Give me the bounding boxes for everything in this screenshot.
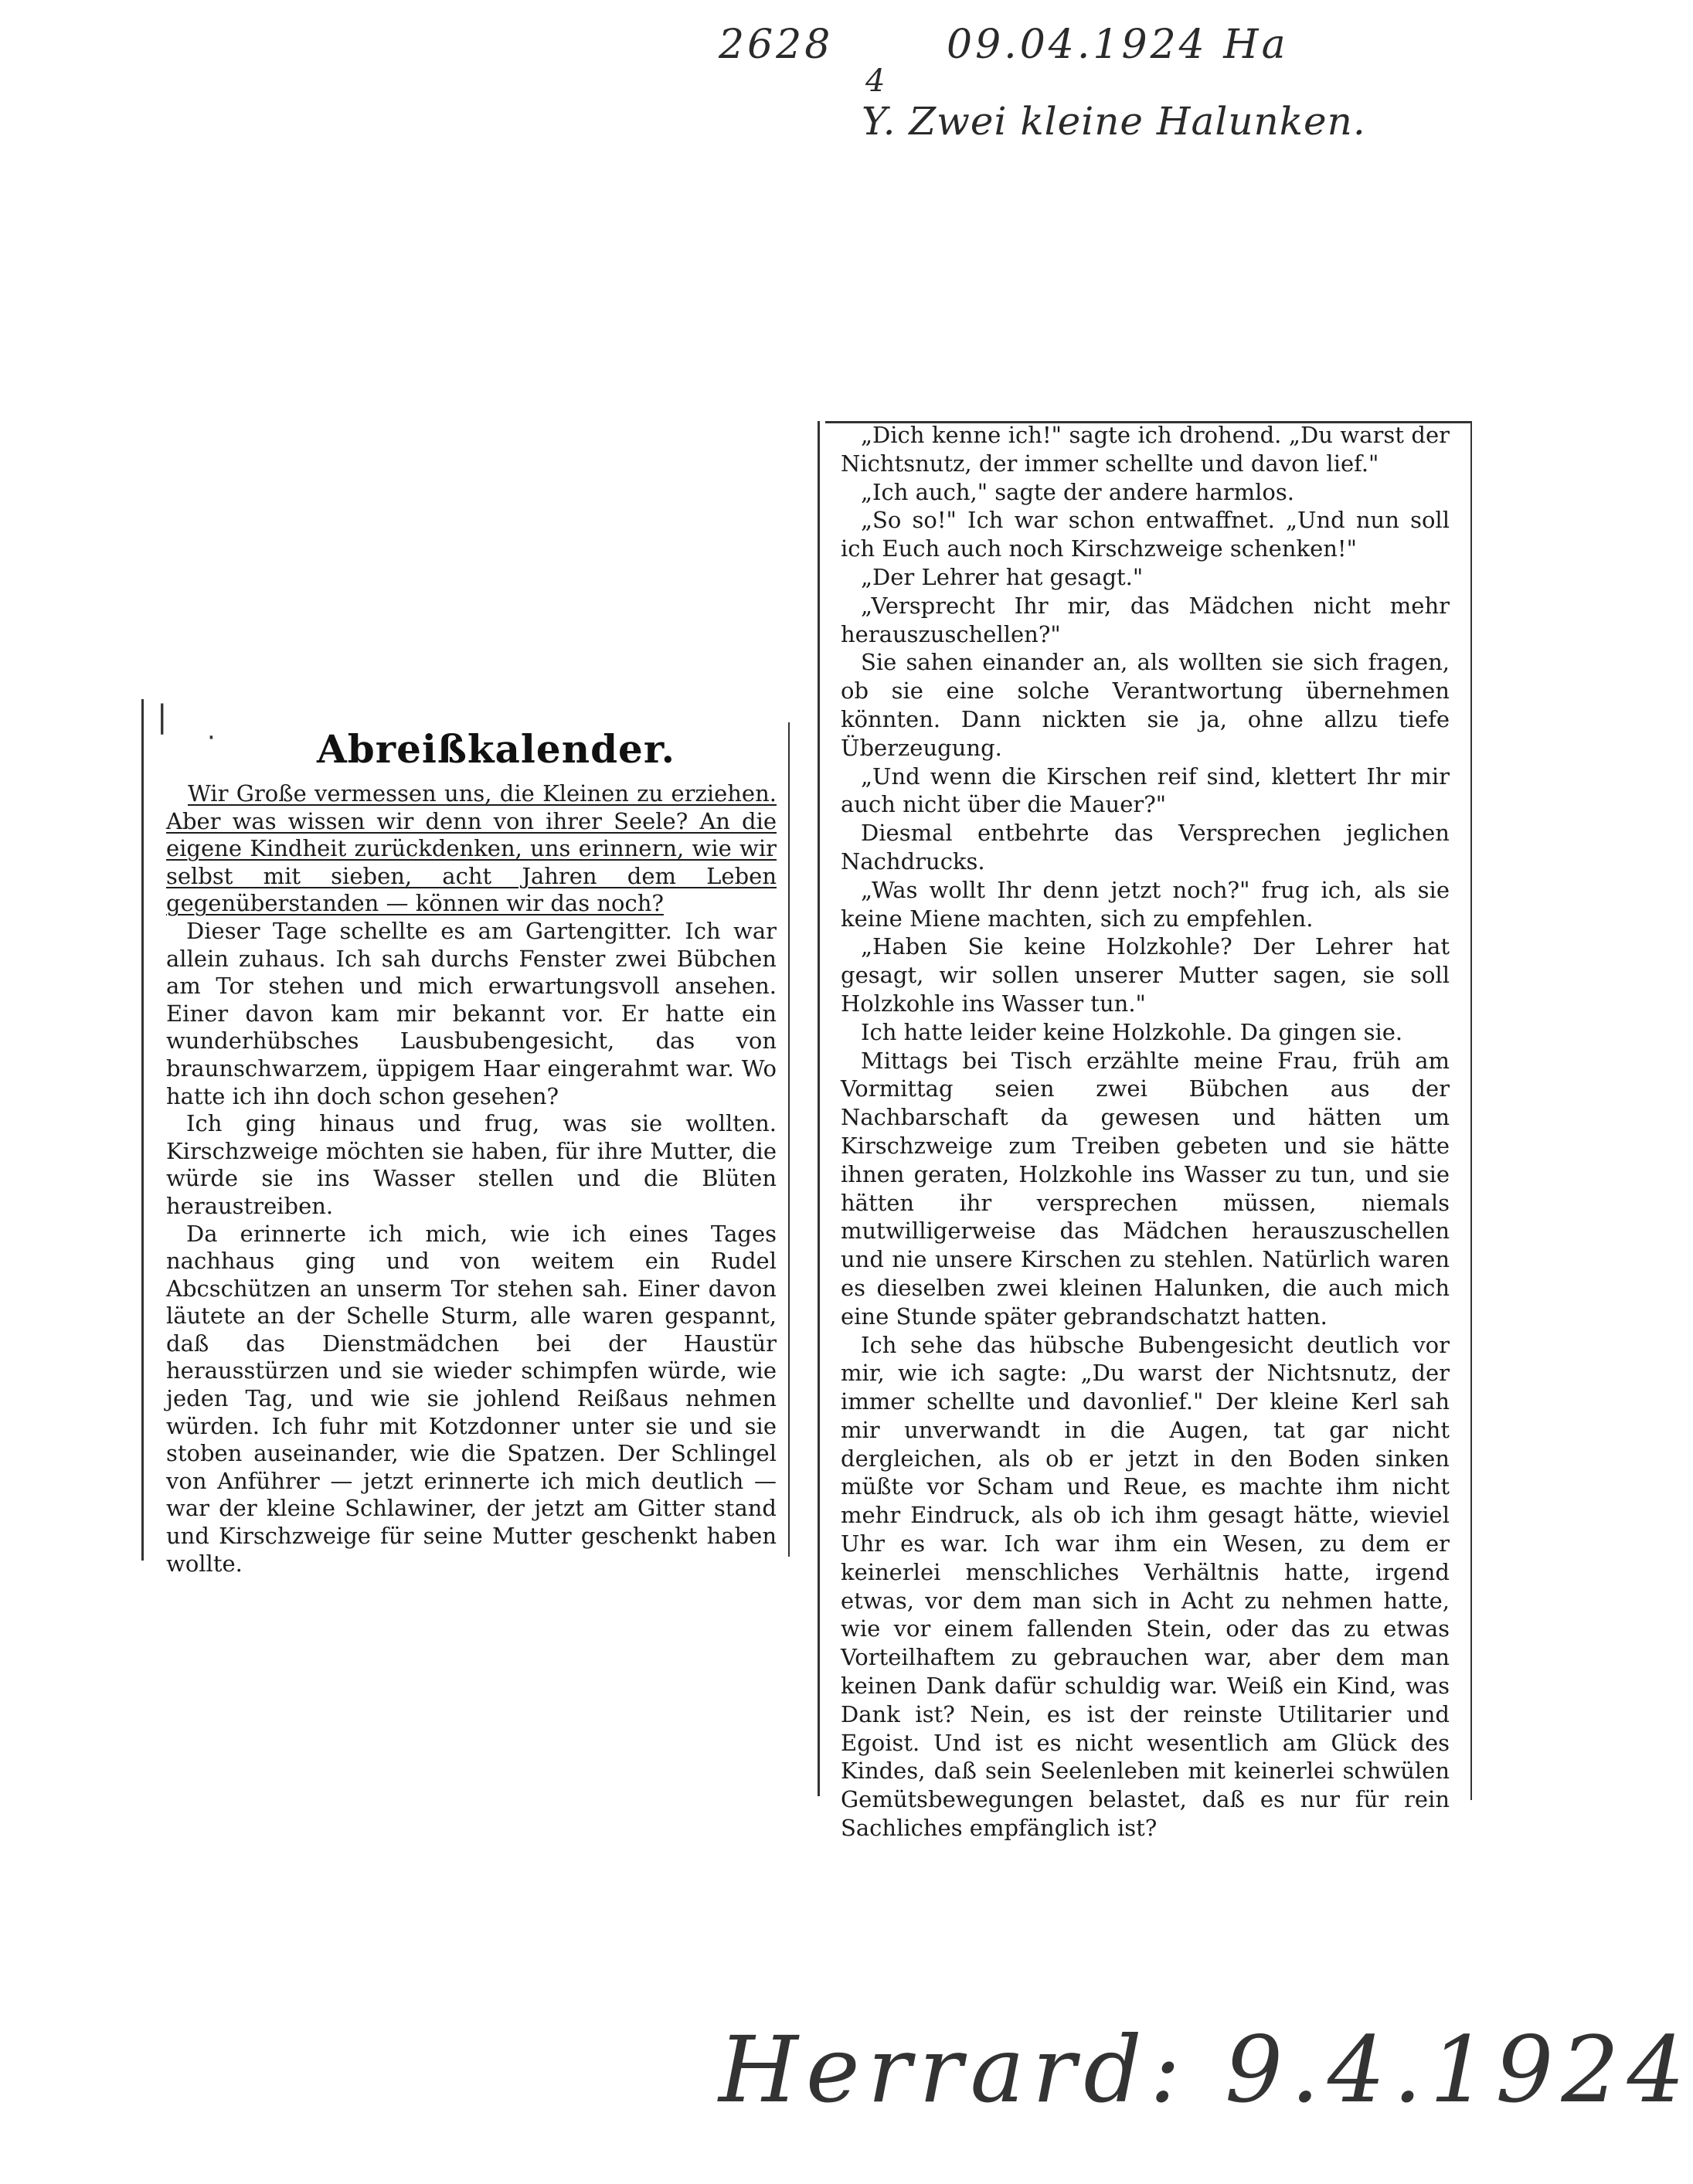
paragraph: Ich hatte leider keine Holzkohle. Da gingen sie. <box>861 1018 1403 1045</box>
paragraph: „Was wollt Ihr denn jetzt noch?" frug ich, als sie keine Miene machten, sich zu empfehlen. <box>841 876 1450 932</box>
archive-title-note: Y. Zwei kleine Halunken. <box>862 99 1366 144</box>
paragraph: Ich ging hinaus und frug, was sie wollten. Kirschzweige möchten sie haben, für ihre Mutter, die würde sie ins Wasser stellen und die Blüten heraustreiben. <box>166 1110 777 1219</box>
paragraph: Wir Große vermessen uns, die Kleinen zu erziehen. Aber was wissen wir denn von ihrer Seele? An die eigene Kindheit zurückdenken, uns erinnern, wie wir selbst mit sieben, acht Jahren dem Leben gegenüberstanden — können wir das noch? <box>166 780 777 917</box>
paragraph: Da erinnerte ich mich, wie ich eines Tages nachhaus ging und von weitem ein Rudel Abcschützen an unserm Tor stehen sah. Einer davon läutete an der Schelle Sturm, alle waren gespannt, daß das Dienstmädchen bei der Haustür herausstürzen und sie wieder schimpfen würde, wie jeden Tag, und wie sie johlend Reißaus nehmen würden. Ich fuhr mit Kotzdonner unter sie und sie stoben auseinander, wie die Spatzen. Der Schlingel von Anführer — jetzt erinnerte ich mich deutlich — war der kleine Schlawiner, der jetzt am Gitter stand und Kirschzweige für seine Mutter geschenkt haben wollte. <box>166 1220 777 1577</box>
paragraph: „Ich auch," sagte der andere harmlos. <box>861 478 1294 505</box>
paragraph: „Und wenn die Kirschen reif sind, klettert Ihr mir auch nicht über die Mauer?" <box>841 763 1450 818</box>
paragraph: Diesmal entbehrte das Versprechen jeglichen Nachdrucks. <box>841 820 1450 875</box>
margin-mark: | <box>157 699 168 735</box>
article-left-column <box>166 780 777 1578</box>
paragraph: „Dich kenne ich!" sagte ich drohend. „Du warst der Nichtsnutz, der immer schellte und davon lief." <box>841 422 1450 477</box>
margin-dot: · <box>207 722 216 753</box>
left-column-right-rule <box>788 722 790 1557</box>
article-title: Abreißkalender. <box>317 726 676 772</box>
paragraph: Sie sahen einander an, als wollten sie sich fragen, ob sie eine solche Verantwortung übernehmen könnten. Dann nickten sie ja, ohne allzu tiefe Überzeugung. <box>841 649 1450 761</box>
archive-source-note: Herrard: 9.4.1924 <box>719 2016 1693 2123</box>
paragraph: „Versprecht Ihr mir, das Mädchen nicht mehr herauszuschellen?" <box>841 592 1450 647</box>
paragraph: Mittags bei Tisch erzählte meine Frau, früh am Vormittag seien zwei Bübchen aus der Nachbarschaft da gewesen und hätten um Kirschzweige zum Treiben gebeten und sie hätte ihnen geraten, Holzkohle ins Wasser zu tun, und sie hätten ihr versprechen müssen, niemals mutwilligerweise das Mädchen herauszuschellen und nie unsere Kirschen zu stehlen. Natürlich waren es dieselben zwei kleinen Halunken, die auch mich eine Stunde später gebrandschatzt hatten. <box>841 1047 1450 1330</box>
paragraph: Ich sehe das hübsche Bubengesicht deutlich vor mir, wie ich sagte: „Du warst der Nichtsnutz, der immer schellte und davonlief." Der kleine Kerl sah mir unverwandt in die Augen, tat gar nicht dergleichen, als ob er jetzt in den Boden sinken müßte vor Scham und Reue, es machte ihm nicht mehr Eindruck, als ob ich ihm gesagt hätte, wieviel Uhr es war. Ich war ihm ein Wesen, zu dem er keinerlei menschliches Verhältnis hatte, irgend etwas, vor dem man sich in Acht zu nehmen hatte, wie vor einem fallenden Stein, oder das zu etwas Vorteilhaftem zu gebrauchen war, aber dem man keinen Dank dafür schuldig war. Weiß ein Kind, was Dank ist? Nein, es ist der reinste Utilitarier und Egoist. Und ist es nicht wesentlich am Glück des Kindes, daß sein Seelenleben mit keinerlei schwülen Gemütsbewegungen belastet, daß es nur für rein Sachliches empfänglich ist? <box>841 1331 1450 1842</box>
archive-date: 09.04.1924 Ha <box>947 22 1289 68</box>
paragraph: „Haben Sie keine Holzkohle? Der Lehrer hat gesagt, wir sollen unserer Mutter sagen, sie soll Holzkohle ins Wasser tun." <box>841 933 1450 1017</box>
paragraph: Dieser Tage schellte es am Gartengitter. Ich war allein zuhaus. Ich sah durchs Fenster zwei Bübchen am Tor stehen und mich erwartungsvoll ansehen. Einer davon kam mir bekannt vor. Er hatte ein wunderhübsches Lausbubengesicht, das von braunschwarzem, üppigem Haar eingerahmt war. Wo hatte ich ihn doch schon gesehen? <box>166 917 777 1109</box>
paragraph: „So so!" Ich war schon entwaffnet. „Und nun soll ich Euch auch noch Kirschzweige schenken!" <box>841 507 1450 562</box>
article-right-column <box>841 421 1450 1843</box>
left-column-rule <box>141 699 144 1561</box>
archive-number: 2628 <box>719 22 834 68</box>
right-column-left-rule <box>818 421 820 1796</box>
right-column-right-rule <box>1470 421 1472 1800</box>
archive-index: 4 <box>865 63 886 99</box>
paragraph: „Der Lehrer hat gesagt." <box>861 563 1144 590</box>
